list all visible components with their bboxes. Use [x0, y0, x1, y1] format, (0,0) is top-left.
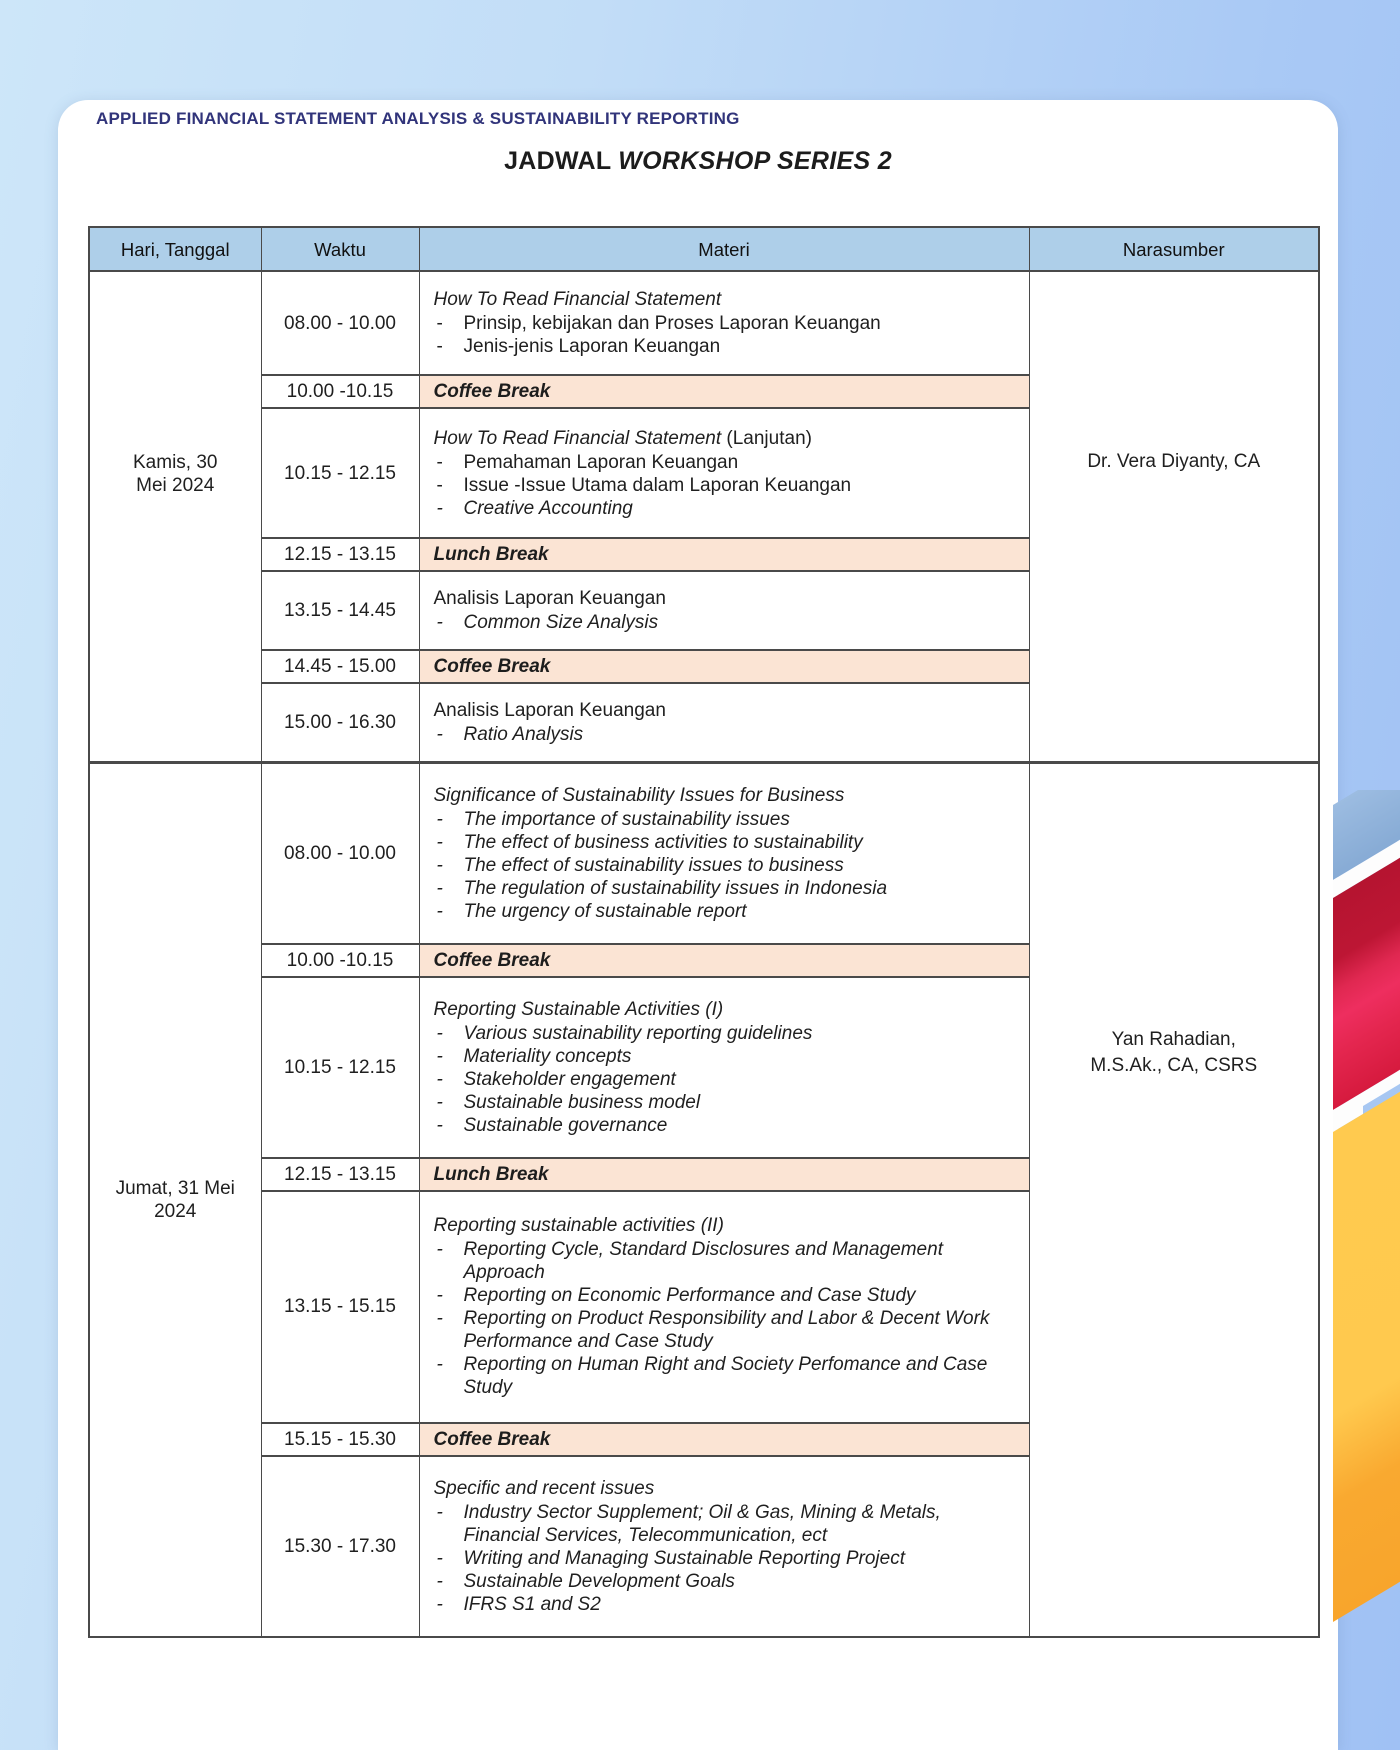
ribbon-gap — [1333, 840, 1400, 898]
column-header-waktu: Waktu — [261, 227, 419, 271]
table-header-row — [89, 227, 1319, 271]
bullet-item — [434, 451, 1015, 474]
bullet-dash: - — [436, 1022, 443, 1044]
materi-cell — [419, 538, 1029, 571]
column-header-hari-tanggal: Hari, Tanggal — [89, 227, 261, 271]
session-title-part: Significance of Sustainability Issues for Business — [433, 784, 845, 806]
materi-cell — [419, 944, 1029, 977]
bullet-dash: - — [436, 724, 443, 746]
bullet-text: Reporting on Product Responsibility and Labor & Decent Work Performance and Case Study — [463, 1308, 990, 1353]
time-cell: 10.00 -10.15 — [261, 375, 419, 408]
materi-cell — [419, 1191, 1029, 1423]
bullet-item — [434, 474, 1015, 497]
materi-cell — [419, 650, 1029, 683]
break-label: Coffee Break — [433, 949, 551, 971]
session-title — [434, 998, 1015, 1021]
bullet-item — [434, 723, 1015, 746]
bullet-dash: - — [436, 877, 443, 899]
bullet-dash: - — [436, 497, 443, 519]
bullet-dash: - — [436, 1593, 443, 1615]
time-cell: 15.15 - 15.30 — [261, 1423, 419, 1456]
time-cell: 10.15 - 12.15 — [261, 977, 419, 1158]
break-label: Lunch Break — [433, 544, 549, 566]
materi-cell — [419, 683, 1029, 762]
bullet-item — [434, 312, 1015, 335]
bullet-text: The effect of business activities to sustainability — [463, 831, 863, 853]
narasumber-line: Yan Rahadian, — [1111, 1028, 1236, 1050]
title-italic: WORKSHOP SERIES 2 — [618, 147, 892, 175]
materi-cell — [419, 375, 1029, 408]
day-label-line: Mei 2024 — [136, 475, 215, 497]
bullet-item — [434, 335, 1015, 358]
session-title — [434, 288, 1015, 311]
session-title — [434, 1477, 1015, 1500]
bullet-text: Creative Accounting — [463, 497, 633, 519]
bullet-item — [434, 854, 1015, 877]
bullet-text: Sustainable governance — [463, 1114, 668, 1136]
time-cell: 12.15 - 13.15 — [261, 538, 419, 571]
document-header: APPLIED FINANCIAL STATEMENT ANALYSIS & SUSTAINABILITY REPORTING — [96, 109, 740, 128]
time-cell: 12.15 - 13.15 — [261, 1158, 419, 1191]
bullet-text: Prinsip, kebijakan dan Proses Laporan Keuangan — [463, 313, 881, 335]
bullet-item — [434, 1353, 1015, 1399]
bullet-text: Ratio Analysis — [463, 724, 584, 746]
bullet-dash: - — [436, 900, 443, 922]
bullet-dash: - — [436, 1091, 443, 1113]
bullet-text: Industry Sector Supplement; Oil & Gas, Mining & Metals, Financial Services, Telecommunication, ect — [463, 1501, 941, 1546]
bullet-dash: - — [436, 612, 443, 634]
bullet-text: Materiality concepts — [463, 1045, 632, 1067]
ribbon-decoration — [1333, 790, 1400, 1635]
bullet-dash: - — [436, 1570, 443, 1592]
bullet-item — [434, 497, 1015, 520]
time-cell: 10.15 - 12.15 — [261, 408, 419, 538]
session-title-part: Reporting sustainable activities (II) — [433, 1215, 724, 1237]
bullet-text: Common Size Analysis — [463, 612, 659, 634]
session-title — [434, 1214, 1015, 1237]
session-title-part: How To Read Financial Statement — [433, 289, 722, 311]
bullet-dash: - — [436, 1045, 443, 1067]
materi-cell — [419, 571, 1029, 650]
bullet-text: The regulation of sustainability issues in Indonesia — [463, 877, 888, 899]
bullet-text: The urgency of sustainable report — [463, 900, 747, 922]
materi-cell — [419, 1158, 1029, 1191]
session-row — [89, 762, 1319, 944]
ribbon-stripe-red — [1333, 858, 1400, 1110]
bullet-dash: - — [436, 313, 443, 335]
session-title-part: Analisis Laporan Keuangan — [433, 700, 666, 722]
bullet-item — [434, 1501, 1015, 1547]
bullet-text: Sustainable Development Goals — [463, 1570, 735, 1592]
ribbon-gap — [1333, 1070, 1400, 1132]
session-title-part: How To Read Financial Statement — [433, 427, 722, 449]
bullet-text: The effect of sustainability issues to business — [463, 854, 844, 876]
ribbon-stripe-yellow — [1333, 1092, 1400, 1622]
bullet-dash: - — [436, 1354, 443, 1376]
bullet-item — [434, 1068, 1015, 1091]
session-title — [434, 587, 1015, 610]
bullet-text: Stakeholder engagement — [463, 1068, 676, 1090]
time-cell: 10.00 -10.15 — [261, 944, 419, 977]
break-label: Coffee Break — [433, 381, 551, 403]
bullet-dash: - — [436, 1239, 443, 1261]
bullet-dash: - — [436, 336, 443, 358]
time-cell: 15.30 - 17.30 — [261, 1456, 419, 1637]
bullet-text: Reporting Cycle, Standard Disclosures and Management Approach — [463, 1239, 943, 1284]
materi-cell — [419, 762, 1029, 944]
time-cell: 15.00 - 16.30 — [261, 683, 419, 762]
bullet-text: The importance of sustainability issues — [463, 808, 790, 830]
bullet-item — [434, 1238, 1015, 1284]
bullet-dash: - — [436, 854, 443, 876]
bullet-dash: - — [436, 451, 443, 473]
bullet-item — [434, 900, 1015, 923]
time-cell: 14.45 - 15.00 — [261, 650, 419, 683]
bullet-text: Issue -Issue Utama dalam Laporan Keuangan — [463, 474, 852, 496]
column-header-materi: Materi — [419, 227, 1029, 271]
time-cell: 08.00 - 10.00 — [261, 762, 419, 944]
session-title — [434, 427, 1015, 450]
bullet-text: Various sustainability reporting guidelines — [463, 1022, 813, 1044]
day-label-line: Jumat, 31 Mei — [115, 1177, 235, 1199]
bullet-item — [434, 1570, 1015, 1593]
bullet-dash: - — [436, 1501, 443, 1523]
session-title-part: Specific and recent issues — [433, 1477, 655, 1499]
day-label-line: Kamis, 30 — [133, 452, 218, 474]
bullet-item — [434, 877, 1015, 900]
bullet-dash: - — [436, 1547, 443, 1569]
break-label: Coffee Break — [433, 1428, 551, 1450]
narasumber-line: Dr. Vera Diyanty, CA — [1087, 450, 1261, 472]
bullet-item — [434, 831, 1015, 854]
day-cell — [89, 271, 261, 762]
materi-cell — [419, 271, 1029, 375]
bullet-item — [434, 611, 1015, 634]
day-label-line: 2024 — [154, 1200, 197, 1222]
bullet-text: IFRS S1 and S2 — [463, 1593, 601, 1615]
time-cell: 13.15 - 14.45 — [261, 571, 419, 650]
title-prefix: JADWAL — [504, 147, 611, 175]
bullet-dash: - — [436, 474, 443, 496]
bullet-item — [434, 1307, 1015, 1353]
bullet-item — [434, 1022, 1015, 1045]
column-header-narasumber: Narasumber — [1029, 227, 1319, 271]
break-label: Lunch Break — [433, 1163, 549, 1185]
bullet-text: Jenis-jenis Laporan Keuangan — [463, 336, 721, 358]
bullet-item — [434, 808, 1015, 831]
materi-cell — [419, 1456, 1029, 1637]
narasumber-line: M.S.Ak., CA, CSRS — [1090, 1054, 1258, 1076]
session-title-part: (Lanjutan) — [721, 427, 812, 449]
ribbon-bg-sliver — [1363, 1084, 1400, 1134]
ribbon-stripe-blue — [1333, 790, 1400, 880]
materi-cell — [419, 977, 1029, 1158]
bullet-text: Reporting on Human Right and Society Perfomance and Case Study — [463, 1354, 988, 1399]
bullet-dash: - — [436, 1068, 443, 1090]
session-title — [434, 784, 1015, 807]
flyer-page — [58, 100, 1338, 1750]
bullet-dash: - — [436, 1114, 443, 1136]
narasumber-cell — [1029, 271, 1319, 762]
bullet-dash: - — [436, 808, 443, 830]
bullet-dash: - — [436, 1308, 443, 1330]
bullet-dash: - — [436, 1285, 443, 1307]
narasumber-cell — [1029, 762, 1319, 1637]
materi-cell — [419, 1423, 1029, 1456]
session-title-part: Analisis Laporan Keuangan — [433, 588, 666, 610]
bullet-text: Reporting on Economic Performance and Case Study — [463, 1285, 916, 1307]
schedule-table — [88, 226, 1320, 1638]
day-cell — [89, 762, 261, 1637]
bullet-item — [434, 1091, 1015, 1114]
bullet-text: Pemahaman Laporan Keuangan — [463, 451, 739, 473]
bullet-text: Writing and Managing Sustainable Reporting Project — [463, 1547, 905, 1569]
bullet-text: Sustainable business model — [463, 1091, 701, 1113]
page-title — [58, 146, 1338, 176]
bullet-item — [434, 1593, 1015, 1616]
bullet-dash: - — [436, 831, 443, 853]
session-title-part: Reporting Sustainable Activities (I) — [433, 998, 724, 1020]
time-cell: 08.00 - 10.00 — [261, 271, 419, 375]
bullet-item — [434, 1547, 1015, 1570]
session-title — [434, 699, 1015, 722]
bullet-item — [434, 1284, 1015, 1307]
bullet-item — [434, 1114, 1015, 1137]
session-row — [89, 271, 1319, 375]
time-cell: 13.15 - 15.15 — [261, 1191, 419, 1423]
bullet-item — [434, 1045, 1015, 1068]
break-label: Coffee Break — [433, 656, 551, 678]
materi-cell — [419, 408, 1029, 538]
